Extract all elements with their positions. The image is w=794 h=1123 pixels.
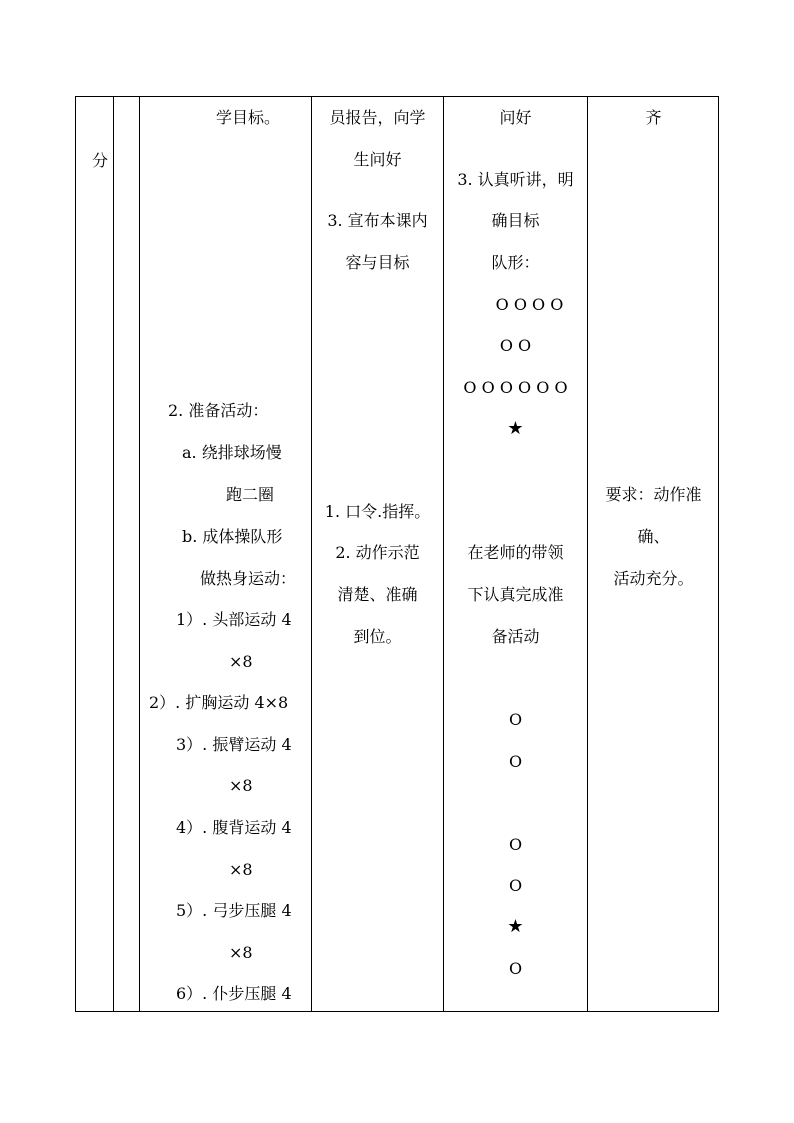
content-line: 跑二圈 (226, 485, 275, 504)
teacher-line: 容与目标 (345, 253, 410, 272)
content-line: ×8 (229, 776, 253, 795)
student-line: 问好 (499, 108, 532, 127)
teacher-star-icon: ★ (507, 418, 524, 439)
requirement-line: 活动充分。 (613, 569, 694, 588)
student-line: 在老师的带领 (467, 543, 564, 562)
content-line: a. 绕排球场慢 (182, 443, 282, 462)
teacher-line: 员报告，向学 (329, 108, 426, 127)
teacher-line: 3. 宣布本课内 (327, 211, 428, 230)
time-label: 分 (92, 151, 109, 170)
requirement-column (588, 97, 719, 1011)
student-line: 备活动 (491, 627, 540, 646)
content-line: 5）. 弓步压腿 4 (176, 901, 292, 920)
content-column (140, 97, 311, 1011)
content-line: 2）. 扩胸运动 4×8 (149, 693, 289, 712)
empty-column (114, 97, 139, 1011)
student-line: 3. 认真听讲，明 (457, 170, 574, 189)
content-line: ×8 (229, 860, 253, 879)
teacher-line: 2. 动作示范 (335, 543, 420, 562)
teacher-star-icon: ★ (507, 916, 524, 937)
formation-row: O (508, 959, 523, 978)
content-line: ×8 (229, 943, 253, 962)
student-line: 确目标 (491, 211, 540, 230)
content-line: ×8 (229, 652, 253, 671)
formation-row: O (508, 835, 523, 854)
formation-row: O (508, 710, 523, 729)
student-column (444, 97, 587, 1011)
formation-row: O (508, 876, 523, 895)
formation-row: O O (499, 336, 532, 355)
teacher-line: 生问好 (353, 150, 402, 169)
teacher-line: 清楚、准确 (337, 585, 418, 604)
teacher-column (312, 97, 443, 1011)
requirement-line: 确、 (637, 527, 670, 546)
formation-row: O O O O (495, 295, 564, 314)
student-line: 下认真完成准 (467, 585, 564, 604)
teacher-line: 到位。 (353, 627, 402, 646)
content-line: 1）. 头部运动 4 (176, 610, 292, 629)
content-line: b. 成体操队形 (182, 527, 283, 546)
formation-row: O O O O O O (463, 378, 568, 397)
content-line: 3）. 振臂运动 4 (176, 735, 292, 754)
student-line: 队形： (491, 253, 540, 272)
requirement-line: 齐 (645, 108, 662, 127)
content-line: 2. 准备活动： (168, 401, 269, 420)
content-line: 6）. 仆步压腿 4 (176, 984, 292, 1003)
teacher-line: 1. 口令.指挥。 (324, 502, 431, 521)
formation-row: O (508, 752, 523, 771)
requirement-line: 要求：动作准 (605, 485, 702, 504)
lesson-plan-table (75, 96, 719, 1012)
content-line: 做热身运动： (200, 569, 297, 588)
content-line: 学目标。 (216, 108, 281, 127)
time-column (76, 97, 113, 1011)
content-line: 4）. 腹背运动 4 (176, 818, 292, 837)
